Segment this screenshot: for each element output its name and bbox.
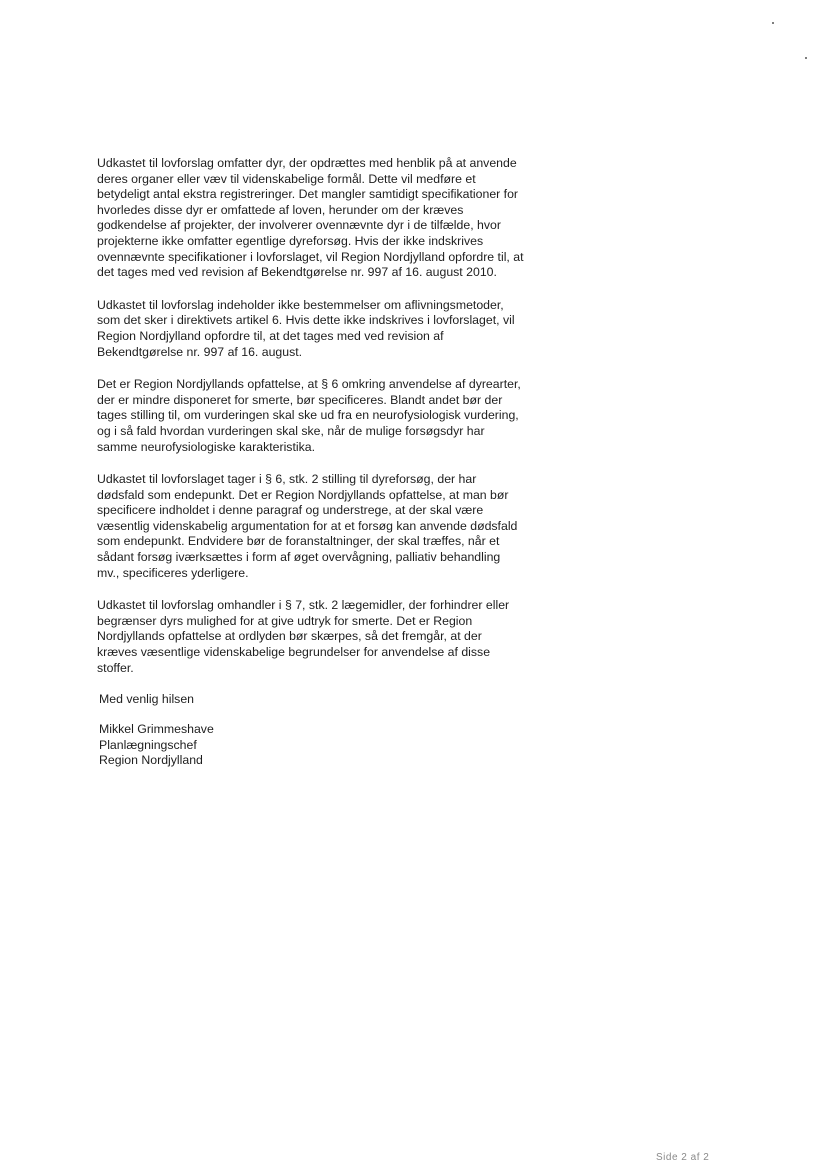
text-line: godkendelse af projekter, der involverer ovennævnte dyr i de tilfælde, hvor <box>97 218 501 233</box>
text-line: samme neurofysiologiske karakteristika. <box>97 439 316 454</box>
paragraph-section-6-stk-2 <box>97 472 577 581</box>
paragraph-section-7-stk-2 <box>97 598 577 676</box>
text-line: og i så fald hvordan vurderingen skal ske, når de mulige forsøgsdyr har <box>97 423 485 438</box>
text-line: ovennævnte specifikationer i lovforslaget, vil Region Nordjylland opfordre til, at <box>97 249 524 264</box>
scan-speck <box>772 22 774 24</box>
page-number: Side 2 af 2 <box>656 1152 710 1163</box>
text-line: der er mindre disponeret for smerte, bør specificeres. Blandt andet bør der <box>97 392 503 407</box>
text-line: som det sker i direktivets artikel 6. Hvis dette ikke indskrives i lovforslaget, vil <box>97 313 515 328</box>
text-line: dødsfald som endepunkt. Det er Region Nordjyllands opfattelse, at man bør <box>97 487 509 502</box>
signature-block <box>99 722 214 769</box>
text-line: begrænser dyrs mulighed for at give udtryk for smerte. Det er Region <box>97 613 473 628</box>
paragraph-section-6 <box>97 377 577 455</box>
text-line: tages stilling til, om vurderingen skal ske ud fra en neurofysiologisk vurdering, <box>97 408 519 423</box>
text-line: det tages med ved revision af Bekendtgørelse nr. 997 af 16. august 2010. <box>97 265 497 280</box>
signer-organization: Region Nordjylland <box>99 753 203 768</box>
text-line: mv., specificeres yderligere. <box>97 565 249 580</box>
text-line: stoffer. <box>97 660 134 675</box>
text-line: specificere indholdet i denne paragraf og understrege, at der skal være <box>97 503 484 518</box>
text-line: Udkastet til lovforslag omhandler i § 7, stk. 2 lægemidler, der forhindrer eller <box>97 598 510 613</box>
text-line: Bekendtgørelse nr. 997 af 16. august. <box>97 344 303 359</box>
text-line: projekterne ikke omfatter egentlige dyreforsøg. Hvis der ikke indskrives <box>97 233 484 248</box>
text-line: deres organer eller væv til videnskabelige formål. Dette vil medføre et <box>97 171 476 186</box>
text-line: Region Nordjylland opfordre til, at det tages med ved revision af <box>97 328 444 343</box>
text-line: kræves væsentlige videnskabelige begrundelser for anvendelse af disse <box>97 645 491 660</box>
text-line: hvorledes disse dyr er omfattede af loven, herunder om der kræves <box>97 202 464 217</box>
text-line: som endepunkt. Endvidere bør de foranstaltninger, der skal træffes, når et <box>97 534 500 549</box>
scan-speck <box>805 57 807 59</box>
paragraph-animal-organs <box>97 156 577 281</box>
paragraph-euthanasia-methods <box>97 298 577 360</box>
text-line: Nordjyllands opfattelse at ordlyden bør skærpes, så det fremgår, at der <box>97 629 482 644</box>
text-line: sådant forsøg iværksættes i form af øget overvågning, palliativ behandling <box>97 550 501 565</box>
signer-name: Mikkel Grimmeshave <box>99 722 214 736</box>
text-line: Udkastet til lovforslaget tager i § 6, stk. 2 stilling til dyreforsøg, der har <box>97 472 477 487</box>
letter-body <box>97 156 577 676</box>
closing-greeting: Med venlig hilsen <box>99 692 195 706</box>
text-line: Udkastet til lovforslag omfatter dyr, der opdrættes med henblik på at anvende <box>97 156 517 170</box>
text-line: væsentlig videnskabelig argumentation for at et forsøg kan anvende dødsfald <box>97 518 518 533</box>
text-line: Det er Region Nordjyllands opfattelse, at § 6 omkring anvendelse af dyrearter, <box>97 377 521 392</box>
text-line: betydeligt antal ekstra registreringer. Det mangler samtidigt specifikationer for <box>97 187 519 202</box>
signer-title: Planlægningschef <box>99 737 197 752</box>
text-line: Udkastet til lovforslag indeholder ikke bestemmelser om aflivningsmetoder, <box>97 297 504 312</box>
